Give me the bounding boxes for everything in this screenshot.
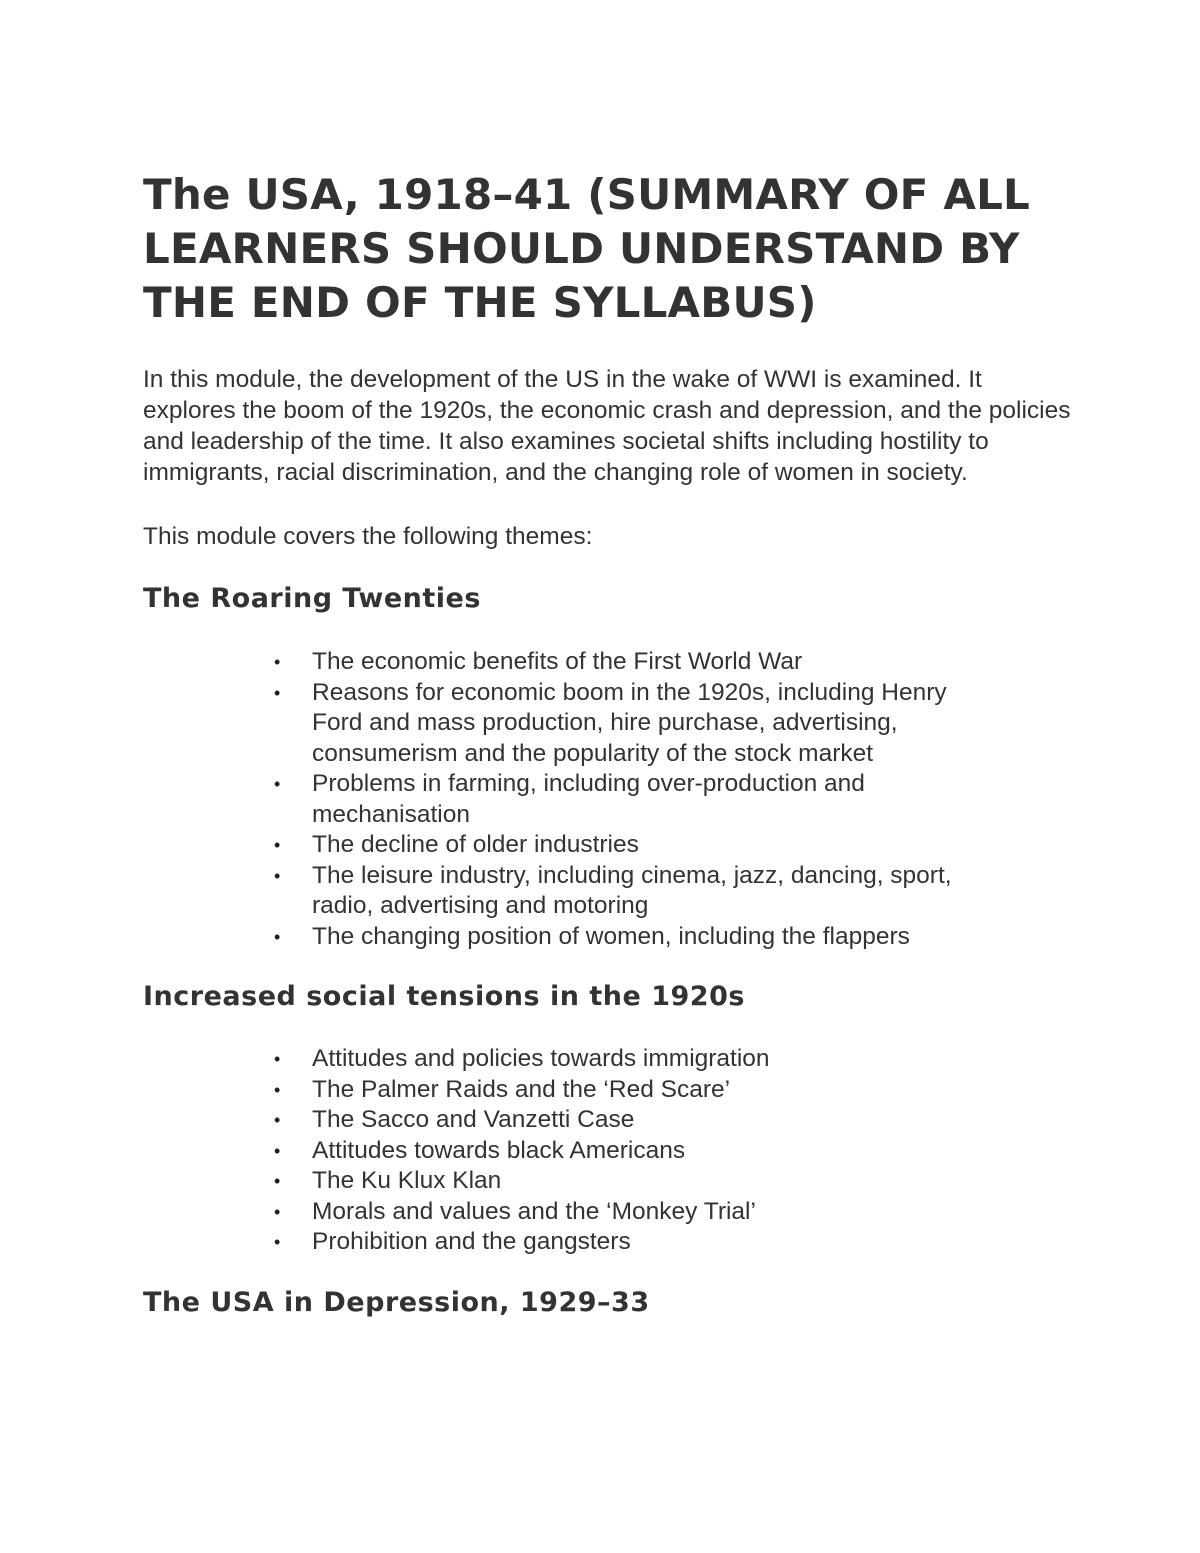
- list-item: [270, 1136, 990, 1167]
- list-item: [270, 1197, 990, 1228]
- section-heading-roaring-twenties: The Roaring Twenties: [143, 583, 481, 614]
- list-item-text: The leisure industry, including cinema, jazz, dancing, sport, radio, advertising and motoring: [312, 861, 952, 919]
- bullet-icon: •: [274, 1232, 281, 1252]
- list-item-text: Reasons for economic boom in the 1920s, including Henry Ford and mass production, hire purchase, advertising, consumerism and the popularity of the stock market: [312, 678, 947, 767]
- bullet-icon: •: [274, 1079, 281, 1100]
- bullet-icon: •: [274, 1140, 281, 1161]
- theme-list-social-tensions: [270, 1044, 990, 1258]
- list-item: [270, 861, 990, 922]
- list-item: [270, 647, 990, 678]
- bullet-icon: •: [274, 1049, 281, 1069]
- section-heading-social-tensions: Increased social tensions in the 1920s: [143, 981, 745, 1012]
- list-item: [270, 830, 990, 861]
- bullet-icon: •: [274, 652, 281, 672]
- themes-intro-paragraph: This module covers the following themes:: [143, 523, 593, 550]
- document-title: The USA, 1918–41 (SUMMARY OF ALL LEARNERS SHOULD UNDERSTAND BY THE END OF THE SYLLABUS): [143, 170, 1031, 327]
- bullet-icon: •: [274, 835, 281, 855]
- bullet-icon: •: [274, 774, 281, 794]
- bullet-icon: •: [274, 682, 281, 703]
- list-item-text: Morals and values and the ‘Monkey Trial’: [312, 1197, 756, 1225]
- list-item-text: Attitudes towards black Americans: [312, 1136, 686, 1164]
- bullet-icon: •: [274, 1110, 281, 1130]
- intro-paragraph: In this module, the development of the US in the wake of WWI is examined. It explores the boom of the 1920s, the economic crash and depression, and the policies and leadership of the time. It also examines societal shifts including hostility to immigrants, racial discrimination, and the changing role of women in society.: [143, 366, 1071, 486]
- bullet-icon: •: [274, 926, 281, 947]
- list-item: [270, 922, 990, 953]
- list-item: [270, 1105, 990, 1136]
- list-item-text: The economic benefits of the First World War: [312, 648, 803, 675]
- list-item-text: The Sacco and Vanzetti Case: [312, 1106, 635, 1133]
- bullet-icon: •: [274, 1171, 281, 1191]
- bullet-icon: •: [274, 865, 281, 886]
- theme-list-roaring-twenties: [270, 647, 990, 952]
- list-item: [270, 1166, 990, 1197]
- list-item: [270, 1044, 990, 1075]
- list-item: [270, 1075, 990, 1106]
- list-item-text: The decline of older industries: [312, 831, 639, 858]
- list-item-text: Prohibition and the gangsters: [312, 1228, 631, 1255]
- list-item: [270, 678, 990, 770]
- list-item-text: Attitudes and policies towards immigration: [312, 1045, 770, 1072]
- list-item-text: The changing position of women, including the flappers: [312, 922, 910, 950]
- list-item-text: Problems in farming, including over-production and mechanisation: [312, 770, 865, 828]
- list-item: [270, 769, 990, 830]
- list-item-text: The Ku Klux Klan: [312, 1167, 502, 1194]
- list-item-text: The Palmer Raids and the ‘Red Scare’: [312, 1075, 731, 1103]
- section-heading-usa-depression: The USA in Depression, 1929–33: [143, 1286, 650, 1318]
- bullet-icon: •: [274, 1201, 281, 1222]
- document-content: [143, 168, 1073, 1320]
- list-item: [270, 1227, 990, 1258]
